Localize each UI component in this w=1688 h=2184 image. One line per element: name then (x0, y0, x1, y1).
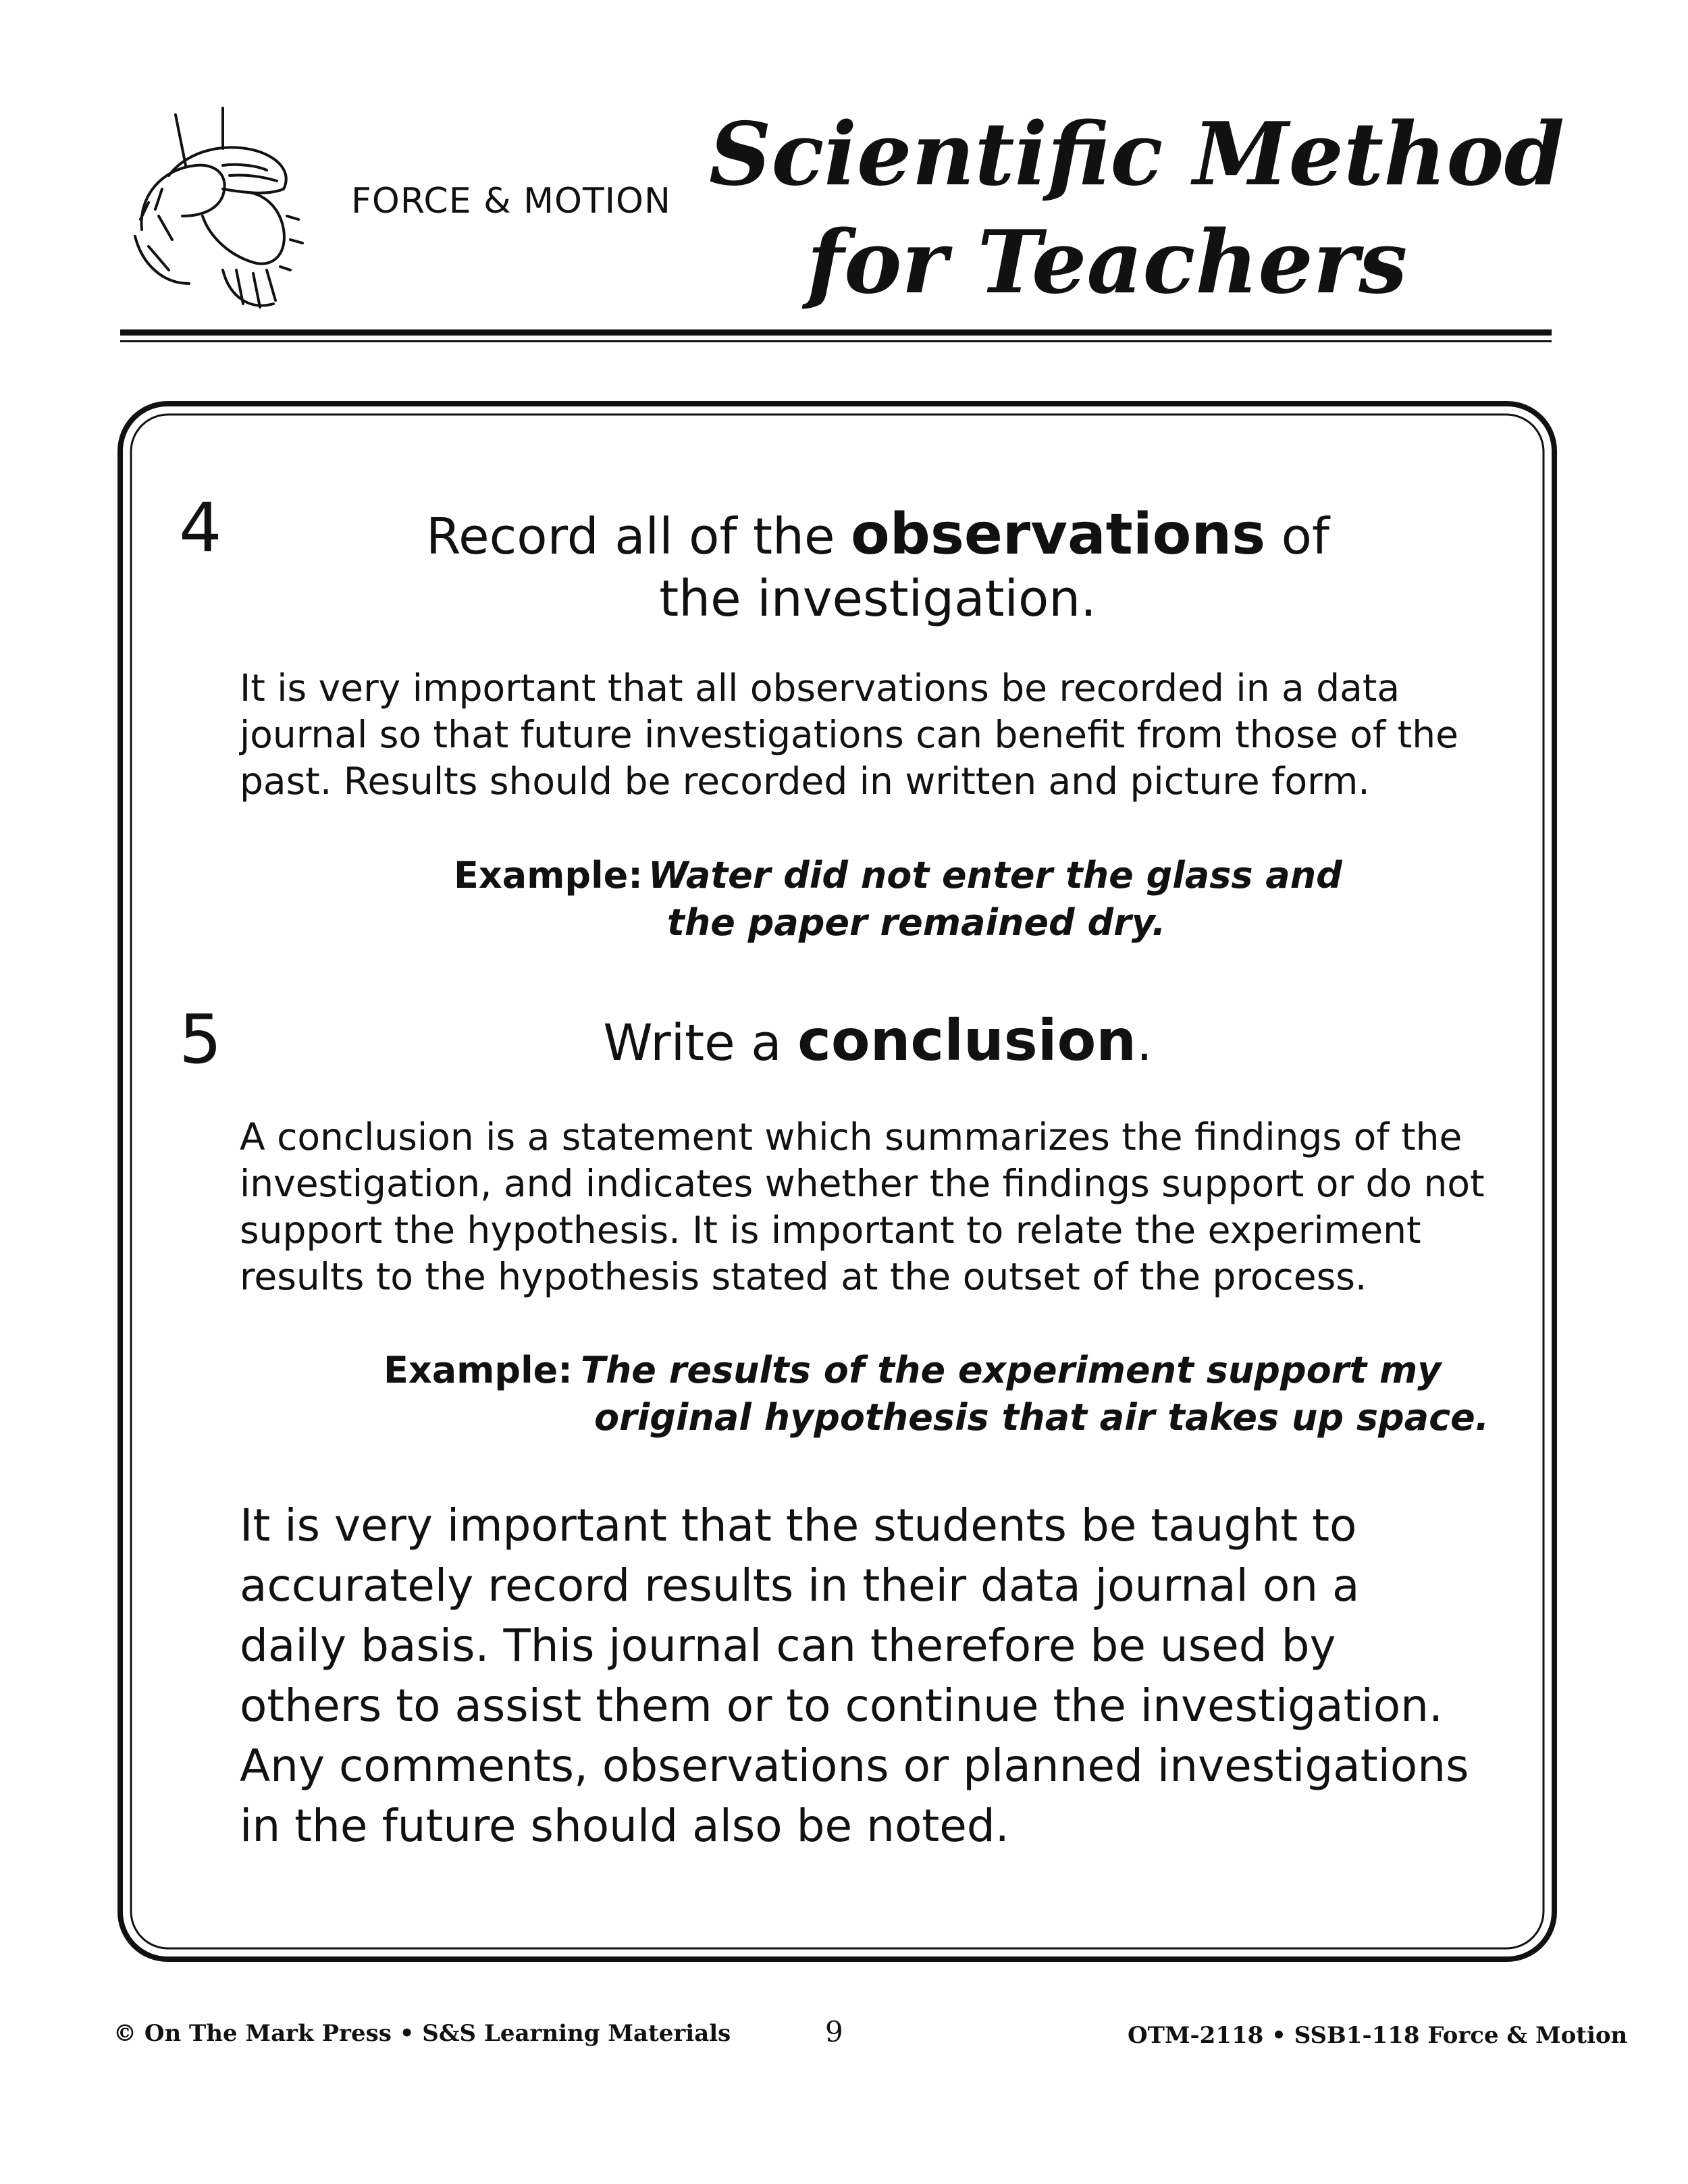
step-5-paragraph (240, 1114, 1485, 1300)
page-title-line2: for Teachers (807, 212, 1408, 313)
closing-line: It is very important that the students be taught to (240, 1499, 1357, 1551)
step-4-example-label: Example: (454, 854, 643, 897)
closing-line: in the future should also be noted. (240, 1800, 1009, 1852)
paragraph-line: investigation, and indicates whether the findings support or do not (240, 1162, 1485, 1205)
example-line: Water did not enter the glass and (648, 854, 1342, 897)
example-line: the paper remained dry. (667, 901, 1166, 944)
step-number-4: 4 (179, 488, 222, 567)
step-5-heading (338, 1009, 1418, 1074)
paragraph-line: support the hypothesis. It is important to relate the experiment (240, 1208, 1421, 1252)
page-title: Scientific Method (709, 104, 1564, 205)
step-4-heading-keyword: observations (851, 501, 1266, 567)
step-5-heading-pre: Write a (603, 1014, 798, 1072)
hands-circle-icon (122, 101, 338, 324)
step-number-5: 5 (179, 1000, 222, 1079)
step-4-heading-line2: the investigation. (659, 570, 1097, 628)
closing-line: others to assist them or to continue the investigation. (240, 1680, 1443, 1732)
closing-line: daily basis. This journal can therefore be used by (240, 1620, 1336, 1672)
paragraph-line: journal so that future investigations can benefit from those of the (240, 713, 1458, 756)
paragraph-line: It is very important that all observations be recorded in a data (240, 666, 1400, 710)
step-5-heading-keyword: conclusion (797, 1007, 1137, 1073)
closing-line: accurately record results in their data journal on a (240, 1560, 1360, 1612)
header-rule (120, 329, 1552, 336)
paragraph-line: results to the hypothesis stated at the outset of the process. (240, 1255, 1367, 1298)
paragraph-line: past. Results should be recorded in written and picture form. (240, 760, 1370, 803)
step-4-heading (338, 503, 1418, 630)
page-number: 9 (825, 2015, 843, 2048)
logo-caption: FORCE & MOTION (351, 181, 671, 221)
closing-paragraph (240, 1495, 1469, 1856)
footer-product-code: OTM-2118 • SSB1-118 Force & Motion (1128, 2022, 1628, 2049)
step-4-heading-post: of (1265, 508, 1329, 566)
step-5-example-label: Example: (384, 1349, 573, 1391)
footer-publisher: © On The Mark Press • S&S Learning Materials (113, 2020, 731, 2047)
step-5-heading-post: . (1136, 1014, 1153, 1072)
step-4-paragraph (240, 665, 1458, 805)
step-4-example-text (648, 852, 1342, 947)
header-rule-thin (120, 340, 1552, 342)
example-line: The results of the experiment support my (581, 1349, 1442, 1391)
example-line: original hypothesis that air takes up space. (594, 1396, 1489, 1439)
closing-line: Any comments, observations or planned investigations (240, 1740, 1469, 1792)
step-5-example-text (581, 1347, 1489, 1441)
paragraph-line: A conclusion is a statement which summarizes the findings of the (240, 1115, 1462, 1158)
step-4-heading-pre: Record all of the (426, 508, 851, 566)
